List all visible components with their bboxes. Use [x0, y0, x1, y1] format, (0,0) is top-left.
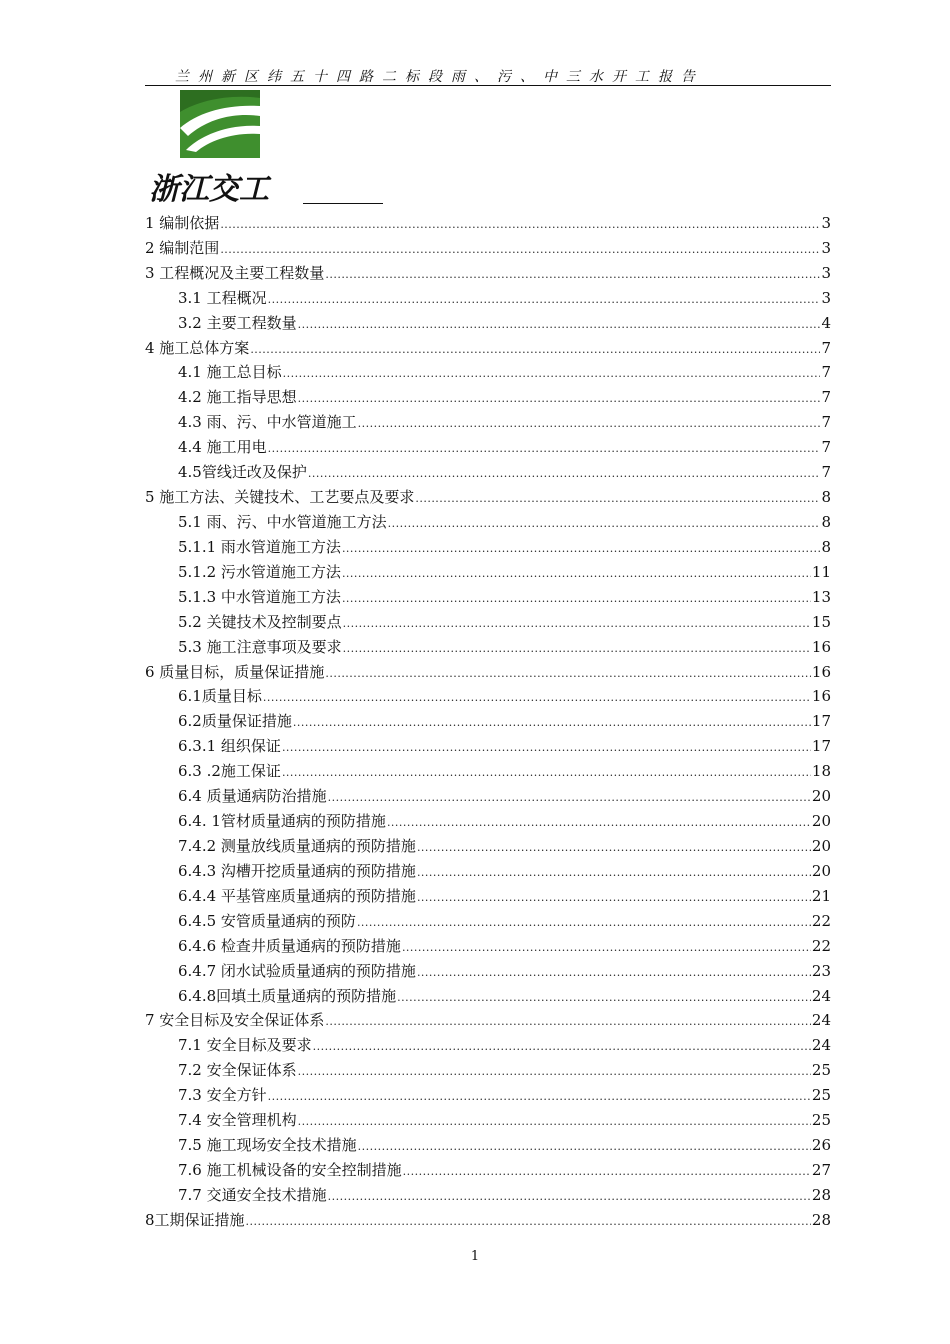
toc-entry-title: 6.2质量保证措施 — [178, 712, 292, 731]
toc-entry-page: 25 — [811, 1086, 831, 1105]
toc-entry[interactable] — [145, 856, 831, 881]
toc-entry[interactable] — [145, 582, 831, 607]
toc-entry[interactable] — [145, 1105, 831, 1130]
toc-entry-page: 16 — [811, 662, 831, 681]
toc-entry-title: 2 编制范围 — [145, 238, 220, 257]
toc-entry-title: 4.5管线迁改及保护 — [178, 463, 307, 482]
toc-dot-leader — [220, 217, 820, 233]
toc-entry-title: 6.4.6 检查井质量通病的预防措施 — [178, 936, 401, 955]
toc-entry[interactable] — [145, 457, 831, 482]
toc-entry-page: 7 — [821, 438, 831, 457]
toc-entry-page: 23 — [811, 961, 831, 980]
company-logo-icon — [180, 90, 260, 158]
toc-entry[interactable] — [145, 1006, 831, 1031]
toc-entry-title: 6.4. 1管材质量通病的预防措施 — [178, 812, 386, 831]
toc-dot-leader — [268, 441, 821, 457]
toc-entry-title: 5.1.3 中水管道施工方法 — [178, 587, 341, 606]
toc-entry[interactable] — [145, 432, 831, 457]
toc-entry-title: 6.3.1 组织保证 — [178, 737, 281, 756]
signature-text: 浙江交工 — [149, 172, 269, 206]
toc-entry-page: 25 — [811, 1111, 831, 1130]
toc-entry[interactable] — [145, 731, 831, 756]
toc-entry[interactable] — [145, 657, 831, 682]
toc-entry-title: 6.4.8回填土质量通病的预防措施 — [178, 986, 397, 1005]
toc-entry[interactable] — [145, 532, 831, 557]
toc-entry-title: 5.3 施工注意事项及要求 — [178, 637, 342, 656]
toc-dot-leader — [282, 740, 811, 756]
toc-entry[interactable] — [145, 1030, 831, 1055]
toc-dot-leader — [325, 1014, 811, 1030]
toc-entry-page: 17 — [811, 712, 831, 731]
toc-entry-title: 3.1 工程概况 — [178, 288, 267, 307]
toc-entry-page: 17 — [811, 737, 831, 756]
toc-entry[interactable] — [145, 358, 831, 383]
toc-entry-title: 7.3 安全方针 — [178, 1086, 267, 1105]
toc-dot-leader — [263, 690, 811, 706]
toc-dot-leader — [328, 790, 811, 806]
toc-entry[interactable] — [145, 333, 831, 358]
toc-entry-page: 26 — [811, 1136, 831, 1155]
toc-entry-title: 5.1.2 污水管道施工方法 — [178, 562, 341, 581]
toc-entry[interactable] — [145, 1130, 831, 1155]
toc-entry-page: 3 — [821, 263, 831, 282]
toc-dot-leader — [387, 815, 811, 831]
toc-dot-leader — [343, 641, 811, 657]
toc-entry-page: 7 — [821, 363, 831, 382]
toc-entry-title: 6.3 .2施工保证 — [178, 762, 281, 781]
toc-entry-page: 24 — [811, 986, 831, 1005]
toc-dot-leader — [388, 516, 821, 532]
toc-entry-title: 6.4.4 平基管座质量通病的预防措施 — [178, 886, 416, 905]
toc-entry-title: 7.6 施工机械设备的安全控制措施 — [178, 1160, 402, 1179]
toc-entry-page: 20 — [811, 812, 831, 831]
toc-entry[interactable] — [145, 906, 831, 931]
toc-entry[interactable] — [145, 208, 831, 233]
toc-entry-title: 1 编制依据 — [145, 213, 220, 232]
toc-dot-leader — [293, 715, 811, 731]
toc-dot-leader — [313, 1039, 811, 1055]
toc-entry-title: 6.4.5 安管质量通病的预防 — [178, 911, 356, 930]
toc-entry[interactable] — [145, 308, 831, 333]
toc-entry-page: 13 — [811, 587, 831, 606]
toc-entry[interactable] — [145, 981, 831, 1006]
toc-dot-leader — [417, 965, 811, 981]
toc-dot-leader — [308, 466, 821, 482]
toc-entry-page: 7 — [821, 338, 831, 357]
toc-dot-leader — [325, 666, 811, 682]
toc-entry-page: 21 — [811, 886, 831, 905]
toc-dot-leader — [328, 1189, 811, 1205]
toc-entry-title: 7.7 交通安全技术措施 — [178, 1185, 327, 1204]
toc-entry[interactable] — [145, 507, 831, 532]
toc-dot-leader — [358, 416, 821, 432]
toc-entry-page: 7 — [821, 388, 831, 407]
toc-entry-title: 4.1 施工总目标 — [178, 363, 282, 382]
toc-dot-leader — [403, 1164, 811, 1180]
toc-dot-leader — [325, 267, 820, 283]
toc-entry-page: 27 — [811, 1160, 831, 1179]
toc-entry-page: 11 — [811, 562, 831, 581]
toc-entry-page: 22 — [811, 936, 831, 955]
toc-entry-title: 7 安全目标及安全保证体系 — [145, 1011, 325, 1030]
toc-dot-leader — [268, 292, 821, 308]
toc-entry-title: 5.1.1 雨水管道施工方法 — [178, 537, 341, 556]
toc-entry-title: 3.2 主要工程数量 — [178, 313, 297, 332]
toc-entry[interactable] — [145, 1155, 831, 1180]
toc-entry-title: 5.1 雨、污、中水管道施工方法 — [178, 512, 387, 531]
toc-entry-title: 7.4.2 测量放线质量通病的预防措施 — [178, 836, 416, 855]
toc-entry-page: 24 — [811, 1011, 831, 1030]
toc-entry-page: 8 — [821, 537, 831, 556]
toc-dot-leader — [357, 915, 811, 931]
toc-entry-title: 6 质量目标，质量保证措施 — [145, 662, 325, 681]
toc-entry[interactable] — [145, 1180, 831, 1205]
toc-entry-page: 3 — [821, 288, 831, 307]
toc-entry-page: 7 — [821, 413, 831, 432]
toc-entry-page: 22 — [811, 911, 831, 930]
toc-entry-page: 25 — [811, 1061, 831, 1080]
toc-dot-leader — [282, 765, 811, 781]
toc-entry-page: 8 — [821, 512, 831, 531]
toc-dot-leader — [250, 342, 820, 358]
toc-entry-title: 6.4.7 闭水试验质量通病的预防措施 — [178, 961, 416, 980]
toc-dot-leader — [298, 1114, 811, 1130]
toc-entry-page: 16 — [811, 637, 831, 656]
toc-entry-title: 7.1 安全目标及要求 — [178, 1036, 312, 1055]
toc-entry-title: 7.5 施工现场安全技术措施 — [178, 1136, 357, 1155]
toc-entry-title: 5.2 关键技术及控制要点 — [178, 612, 342, 631]
toc-entry[interactable] — [145, 233, 831, 258]
toc-entry-page: 20 — [811, 836, 831, 855]
toc-entry[interactable] — [145, 1205, 831, 1230]
company-signature-logo — [147, 170, 297, 206]
toc-entry-title: 4.2 施工指导思想 — [178, 388, 297, 407]
toc-entry-title: 6.4.3 沟槽开挖质量通病的预防措施 — [178, 861, 416, 880]
toc-entry-title: 4.4 施工用电 — [178, 438, 267, 457]
toc-dot-leader — [402, 940, 811, 956]
toc-entry[interactable] — [145, 283, 831, 308]
toc-entry[interactable] — [145, 956, 831, 981]
toc-dot-leader — [342, 591, 811, 607]
toc-entry[interactable] — [145, 258, 831, 283]
toc-dot-leader — [298, 1064, 811, 1080]
toc-entry-title: 8工期保证措施 — [145, 1210, 245, 1229]
toc-entry-page: 18 — [811, 762, 831, 781]
toc-dot-leader — [343, 616, 811, 632]
toc-dot-leader — [358, 1139, 811, 1155]
toc-entry-page: 24 — [811, 1036, 831, 1055]
toc-dot-leader — [415, 491, 820, 507]
toc-entry-page: 3 — [821, 238, 831, 257]
toc-dot-leader — [342, 566, 811, 582]
page-number: 1 — [470, 1249, 480, 1264]
toc-entry-title: 7.2 安全保证体系 — [178, 1061, 297, 1080]
toc-entry-page: 28 — [811, 1210, 831, 1229]
toc-dot-leader — [298, 391, 821, 407]
toc-entry-title: 6.1质量目标 — [178, 687, 262, 706]
toc-entry[interactable] — [145, 881, 831, 906]
toc-entry[interactable] — [145, 706, 831, 731]
toc-entry-title: 5 施工方法、关键技术、工艺要点及要求 — [145, 488, 415, 507]
toc-dot-leader — [342, 541, 821, 557]
toc-entry-title: 6.4 质量通病防治措施 — [178, 787, 327, 806]
toc-entry-page: 15 — [811, 612, 831, 631]
toc-entry[interactable] — [145, 382, 831, 407]
toc-entry[interactable] — [145, 806, 831, 831]
toc-entry[interactable] — [145, 557, 831, 582]
toc-dot-leader — [417, 840, 811, 856]
toc-entry[interactable] — [145, 1055, 831, 1080]
toc-entry[interactable] — [145, 632, 831, 657]
toc-dot-leader — [268, 1089, 811, 1105]
toc-dot-leader — [283, 366, 821, 382]
toc-entry-title: 7.4 安全管理机构 — [178, 1111, 297, 1130]
toc-entry[interactable] — [145, 607, 831, 632]
toc-dot-leader — [397, 990, 811, 1006]
toc-dot-leader — [220, 242, 820, 258]
toc-entry[interactable] — [145, 781, 831, 806]
toc-entry[interactable] — [145, 931, 831, 956]
toc-dot-leader — [246, 1214, 811, 1230]
toc-entry-page: 3 — [821, 213, 831, 232]
toc-entry-page: 20 — [811, 861, 831, 880]
page-header: 兰州新区纬五十四路二标段雨、污、中三水开工报告 — [145, 66, 831, 86]
table-of-contents — [145, 208, 831, 1230]
toc-entry-page: 20 — [811, 787, 831, 806]
toc-entry-page: 8 — [821, 488, 831, 507]
toc-entry[interactable] — [145, 682, 831, 707]
toc-entry-title: 4.3 雨、污、中水管道施工 — [178, 413, 357, 432]
toc-entry-title: 3 工程概况及主要工程数量 — [145, 263, 325, 282]
toc-entry-page: 16 — [811, 687, 831, 706]
signature-underline — [303, 203, 383, 204]
toc-dot-leader — [417, 865, 811, 881]
toc-entry-page: 28 — [811, 1185, 831, 1204]
toc-entry[interactable] — [145, 831, 831, 856]
toc-entry[interactable] — [145, 756, 831, 781]
toc-dot-leader — [298, 317, 821, 333]
toc-entry[interactable] — [145, 1080, 831, 1105]
toc-entry-page: 4 — [821, 313, 831, 332]
toc-entry-page: 7 — [821, 463, 831, 482]
toc-entry[interactable] — [145, 482, 831, 507]
toc-dot-leader — [417, 890, 811, 906]
toc-entry-title: 4 施工总体方案 — [145, 338, 250, 357]
toc-entry[interactable] — [145, 407, 831, 432]
